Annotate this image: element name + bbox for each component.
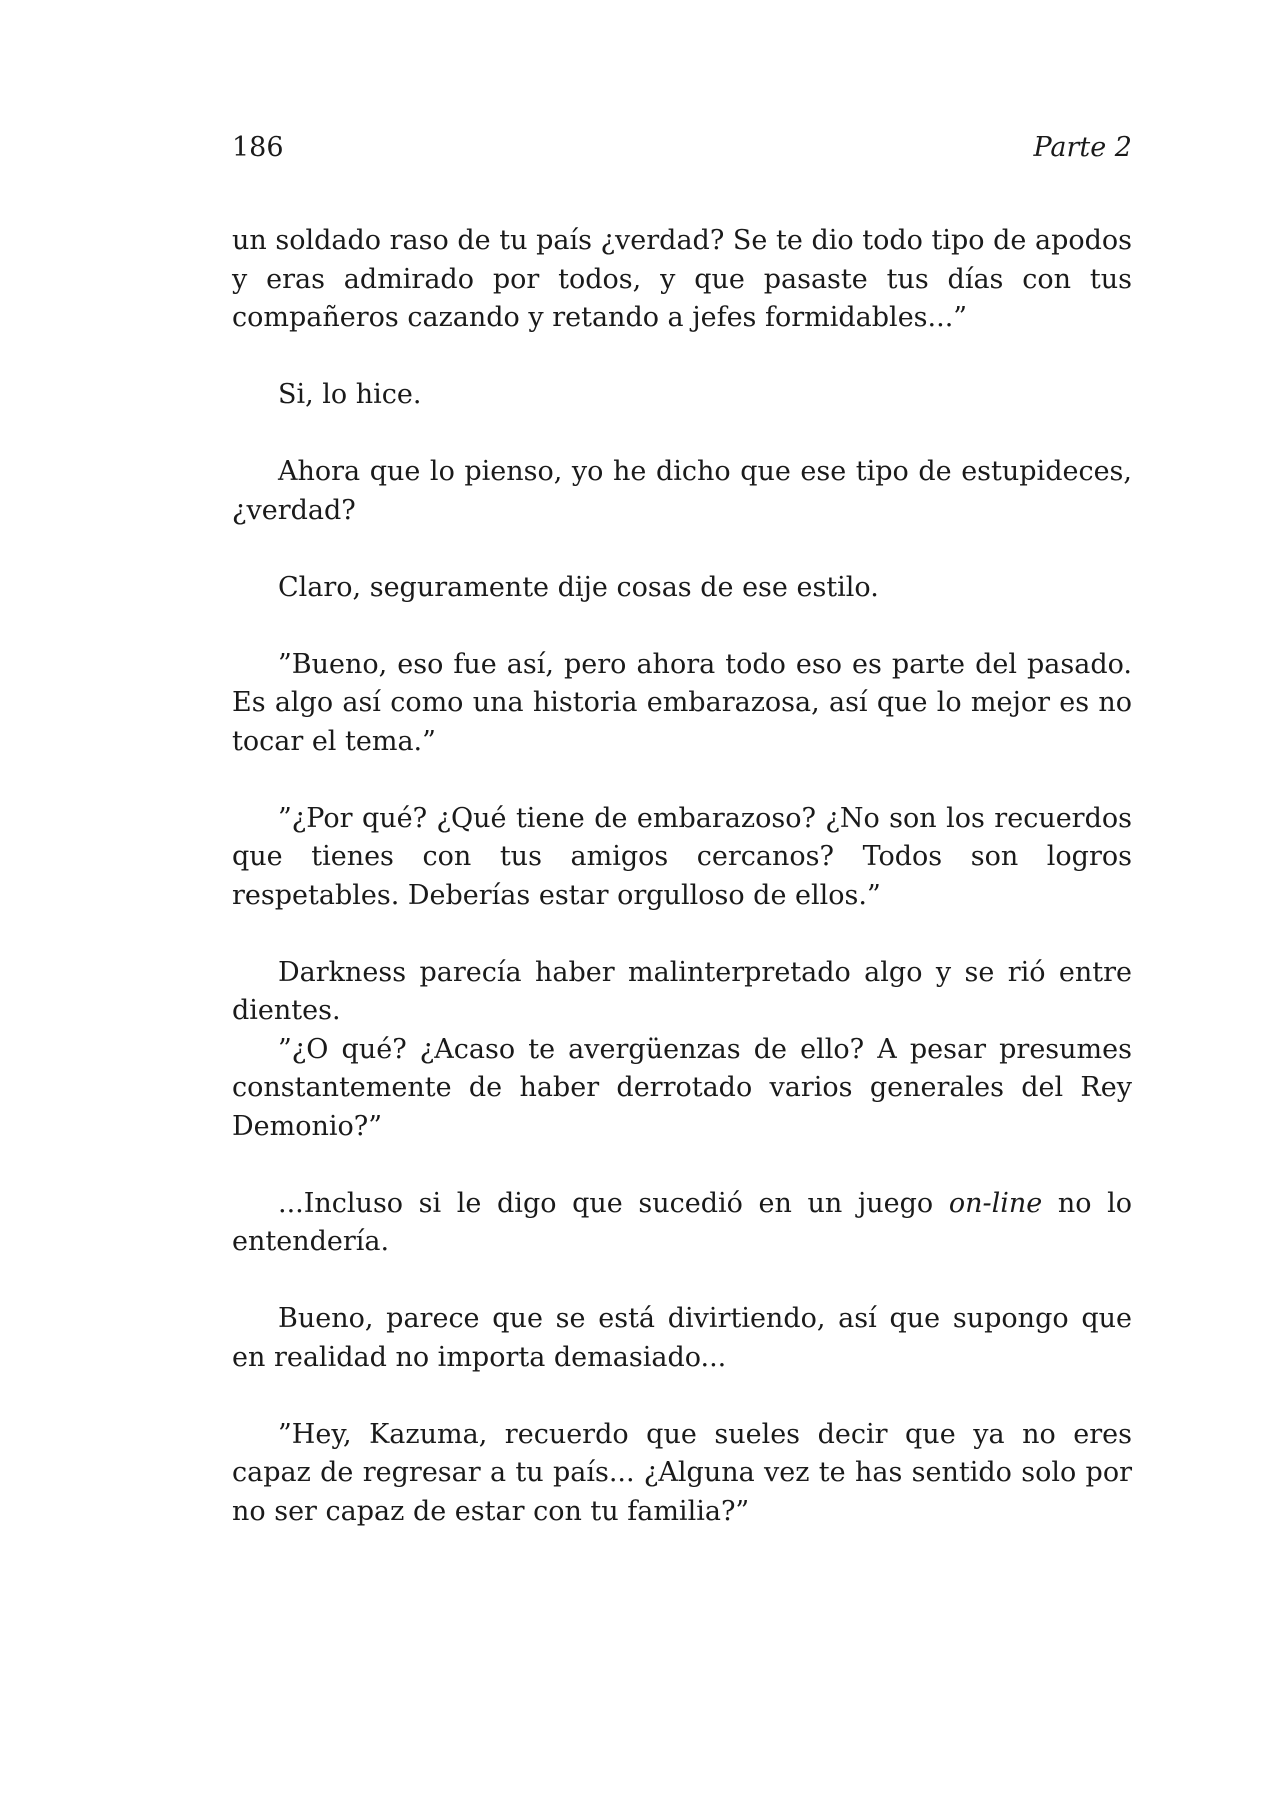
running-head — [232, 130, 1132, 166]
dialogue-paragraph: ”¿O qué? ¿Acaso te avergüenzas de ello? A pesar presumes constantemente de haber derrotado varios generales del Rey Demonio?” — [232, 1033, 1132, 1142]
paragraph-text-after: no lo entendería. — [232, 1187, 1132, 1257]
section-title: Parte 2 — [1033, 132, 1132, 163]
body-text — [232, 222, 1132, 1531]
paragraph: Darkness parecía haber malinterpretado algo y se rió entre dientes. — [232, 956, 1132, 1026]
paragraph-with-emphasis — [232, 1185, 1132, 1262]
dialogue-paragraph: ”Bueno, eso fue así, pero ahora todo eso es parte del pasado. Es algo así como una historia embarazosa, así que lo mejor es no tocar el tema.” — [232, 648, 1132, 757]
paragraph-text-before: ...Incluso si le digo que sucedió en un juego — [278, 1187, 949, 1219]
emphasized-term: on-line — [948, 1187, 1043, 1219]
paragraph: Ahora que lo pienso, yo he dicho que ese tipo de estupideces, ¿verdad? — [232, 456, 1132, 526]
dialogue-paragraph: ”¿Por qué? ¿Qué tiene de embarazoso? ¿No son los recuerdos que tienes con tus amigos cercanos? Todos son logros respetables. Deberías estar orgulloso de ellos.” — [232, 802, 1132, 911]
paragraph: Bueno, parece que se está divirtiendo, así que supongo que en realidad no importa demasiado... — [232, 1303, 1132, 1373]
paragraph: Si, lo hice. — [278, 379, 422, 410]
paragraph: Claro, seguramente dije cosas de ese estilo. — [278, 571, 879, 603]
paragraph-continuation: un soldado raso de tu país ¿verdad? Se te dio todo tipo de apodos y eras admirado por todos, y que pasaste tus días con tus compañeros cazando y retando a jefes formidables...” — [232, 225, 1132, 333]
page-number: 186 — [232, 132, 284, 163]
dialogue-paragraph: ”Hey, Kazuma, recuerdo que sueles decir que ya no eres capaz de regresar a tu país... ¿Alguna vez te has sentido solo por no ser capaz de estar con tu familia?” — [232, 1418, 1132, 1527]
